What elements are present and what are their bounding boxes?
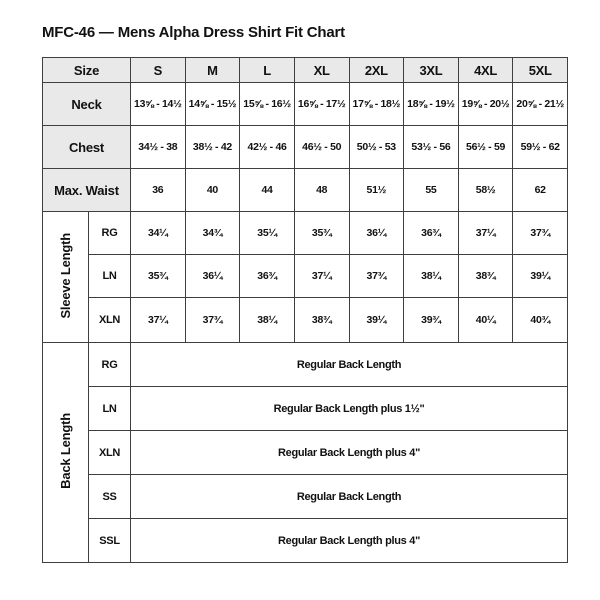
table-cell: 35¾ [294, 212, 349, 255]
table-cell: 36¾ [404, 212, 459, 255]
table-cell: 37¾ [513, 212, 568, 255]
header-size-label: Size [43, 58, 131, 83]
header-size-cell: L [240, 58, 295, 83]
back-rg-text: Regular Back Length [131, 343, 568, 387]
table-cell: 38¾ [294, 298, 349, 343]
table-cell: 58½ [458, 169, 513, 212]
back-xln-label: XLN [89, 431, 131, 475]
table-cell: 13⅝ - 14½ [131, 83, 186, 126]
table-cell: 18⅝ - 19½ [404, 83, 459, 126]
back-xln-row [43, 431, 568, 475]
sleeve-length-label-text: Sleeve Length [58, 232, 73, 319]
table-cell: 55 [404, 169, 459, 212]
sleeve-length-label [43, 212, 89, 343]
table-cell: 34¾ [185, 212, 240, 255]
sleeve-ln-label: LN [89, 255, 131, 298]
table-cell: 42½ - 46 [240, 126, 295, 169]
header-size-cell: 4XL [458, 58, 513, 83]
back-length-label-text: Back Length [58, 413, 73, 489]
sleeve-rg-row [43, 212, 568, 255]
table-cell: 38¾ [458, 255, 513, 298]
header-size-cell: 3XL [404, 58, 459, 83]
max-waist-label: Max. Waist [43, 169, 131, 212]
table-cell: 16⅝ - 17½ [294, 83, 349, 126]
table-cell: 46½ - 50 [294, 126, 349, 169]
table-cell: 38¼ [240, 298, 295, 343]
back-rg-row [43, 343, 568, 387]
back-ss-label: SS [89, 475, 131, 519]
table-cell: 40¼ [458, 298, 513, 343]
table-cell: 44 [240, 169, 295, 212]
header-row [43, 58, 568, 83]
table-cell: 37¾ [185, 298, 240, 343]
table-cell: 40 [185, 169, 240, 212]
fit-chart-table [42, 57, 568, 563]
table-cell: 36 [131, 169, 186, 212]
back-ln-label: LN [89, 387, 131, 431]
table-cell: 38¼ [404, 255, 459, 298]
max-waist-row [43, 169, 568, 212]
table-cell: 34½ - 38 [131, 126, 186, 169]
header-size-cell: S [131, 58, 186, 83]
back-ln-text: Regular Back Length plus 1½" [131, 387, 568, 431]
table-cell: 36¼ [185, 255, 240, 298]
table-cell: 40¾ [513, 298, 568, 343]
table-cell: 37¼ [458, 212, 513, 255]
back-ln-row [43, 387, 568, 431]
sleeve-xln-label: XLN [89, 298, 131, 343]
chest-row [43, 126, 568, 169]
table-cell: 37¾ [349, 255, 404, 298]
table-cell: 35¼ [240, 212, 295, 255]
table-cell: 36¼ [349, 212, 404, 255]
table-cell: 39¼ [349, 298, 404, 343]
sleeve-rg-label: RG [89, 212, 131, 255]
back-ssl-label: SSL [89, 519, 131, 563]
table-cell: 34¼ [131, 212, 186, 255]
table-cell: 17⅝ - 18½ [349, 83, 404, 126]
table-cell: 15⅝ - 16½ [240, 83, 295, 126]
table-cell: 53½ - 56 [404, 126, 459, 169]
sleeve-ln-row [43, 255, 568, 298]
table-cell: 36¾ [240, 255, 295, 298]
back-ssl-text: Regular Back Length plus 4" [131, 519, 568, 563]
table-cell: 19⅝ - 20½ [458, 83, 513, 126]
table-cell: 62 [513, 169, 568, 212]
table-cell: 14⅝ - 15½ [185, 83, 240, 126]
table-cell: 38½ - 42 [185, 126, 240, 169]
page-title: MFC-46 — Mens Alpha Dress Shirt Fit Chart [42, 24, 345, 41]
table-cell: 35¾ [131, 255, 186, 298]
header-size-cell: 5XL [513, 58, 568, 83]
header-size-cell: 2XL [349, 58, 404, 83]
header-size-cell: XL [294, 58, 349, 83]
table-cell: 37¼ [294, 255, 349, 298]
back-rg-label: RG [89, 343, 131, 387]
back-xln-text: Regular Back Length plus 4" [131, 431, 568, 475]
back-ssl-row [43, 519, 568, 563]
table-cell: 39¼ [513, 255, 568, 298]
table-cell: 56½ - 59 [458, 126, 513, 169]
table-cell: 39¾ [404, 298, 459, 343]
table-cell: 50½ - 53 [349, 126, 404, 169]
neck-row [43, 83, 568, 126]
header-size-cell: M [185, 58, 240, 83]
back-length-label [43, 343, 89, 563]
sleeve-xln-row [43, 298, 568, 343]
back-ss-row [43, 475, 568, 519]
table-cell: 51½ [349, 169, 404, 212]
table-cell: 37¼ [131, 298, 186, 343]
table-cell: 59½ - 62 [513, 126, 568, 169]
back-ss-text: Regular Back Length [131, 475, 568, 519]
neck-label: Neck [43, 83, 131, 126]
table-cell: 48 [294, 169, 349, 212]
chest-label: Chest [43, 126, 131, 169]
table-cell: 20⅝ - 21½ [513, 83, 568, 126]
